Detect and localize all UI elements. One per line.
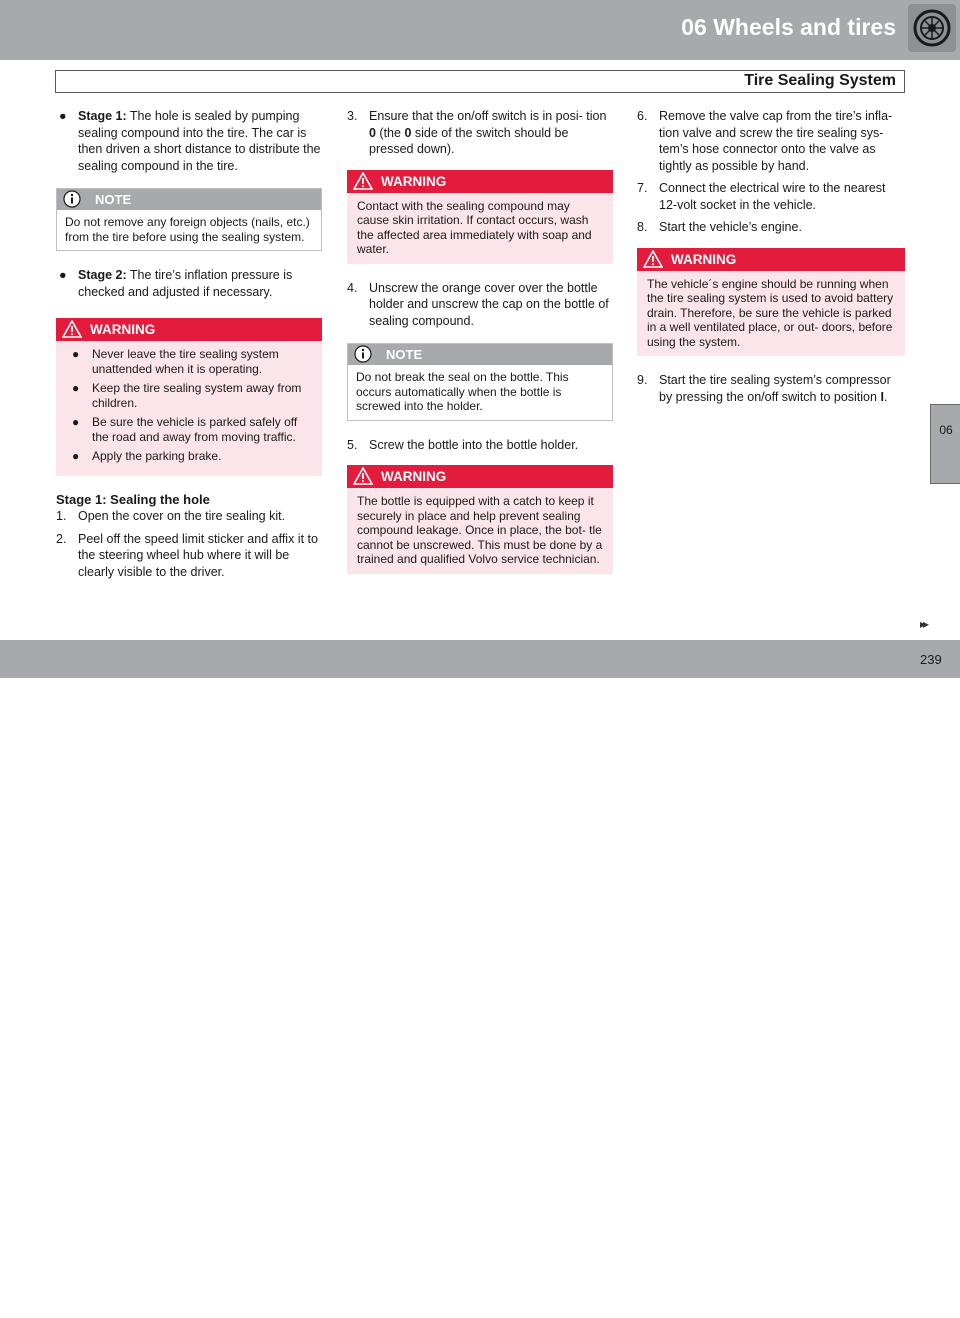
warning-box <box>56 318 322 476</box>
stage2-text: The tire’s inflation pressure is checked and adjusted if necessary. <box>78 268 293 299</box>
list-item: ● Keep the tire sealing system away from children. <box>72 381 302 410</box>
warning-box <box>347 465 613 574</box>
wheel-icon <box>912 8 952 48</box>
chapter-side-tab <box>930 404 960 484</box>
list-item: 9. Start the tire sealing system’s compressor by pressing the on/off switch to position I. <box>637 373 891 404</box>
bullet-icon: ● <box>59 109 67 123</box>
note-title: NOTE <box>386 347 423 362</box>
note-box <box>347 343 613 421</box>
list-item: 5. Screw the bottle into the bottle holder. <box>347 437 579 452</box>
stage1-label: Stage 1: <box>78 109 127 123</box>
list-item: ● Be sure the vehicle is parked safely off the road and away from moving traffic. <box>72 415 298 444</box>
note-title: NOTE <box>95 192 132 207</box>
chapter-title: 06 Wheels and tires <box>681 14 896 40</box>
section-title: Tire Sealing System <box>744 72 896 89</box>
list-item: 1. Open the cover on the tire sealing kit. <box>56 509 286 523</box>
warning-header <box>347 465 613 488</box>
section-bar <box>55 70 905 93</box>
bullet-icon: ● <box>72 347 80 361</box>
warning-body: The bottle is equipped with a catch to keep it securely in place and help prevent sealing compound leakage. Once in place, the bot- tle cannot be unscrewed. This must be done by a trained and qualified Volvo service technician. <box>357 494 603 566</box>
note-header <box>348 344 612 365</box>
header-band <box>0 0 960 60</box>
list-item: 2. Peel off the speed limit sticker and affix it to the steering wheel hub where it will be clearly visible to the driver. <box>56 531 318 579</box>
warning-title: WARNING <box>381 469 447 484</box>
stage1-text: The hole is sealed by pumping sealing compound into the tire. The car is then driven a short distance to distribute the sealing compound in the tire. <box>78 109 321 173</box>
column-1 <box>56 108 322 586</box>
note-body: Do not break the seal on the bottle. This occurs automatically when the bottle is screwed into the holder. <box>356 370 569 413</box>
next-page-arrows-icon: ▸▸ <box>920 617 927 631</box>
bullet-icon: ● <box>72 381 80 395</box>
warning-triangle-icon <box>62 320 82 338</box>
page-number: 239 <box>920 652 942 667</box>
list-item: ● Apply the parking brake. <box>72 449 222 463</box>
stage2-label: Stage 2: <box>78 268 127 282</box>
chapter-icon-box <box>908 4 956 52</box>
column-2 <box>347 108 613 590</box>
note-body: Do not remove any foreign objects (nails, etc.) from the tire before using the sealing system. <box>65 215 310 244</box>
warning-triangle-icon <box>353 467 373 485</box>
warning-title: WARNING <box>90 322 156 337</box>
warning-header <box>637 248 905 271</box>
list-item: 8. Start the vehicle’s engine. <box>637 220 802 234</box>
warning-title: WARNING <box>381 173 447 189</box>
column-3 <box>637 108 905 411</box>
list-item: ● Never leave the tire sealing system unattended when it is operating. <box>72 347 279 376</box>
warning-body <box>56 341 322 476</box>
note-header <box>57 189 321 210</box>
side-tab-label: 06 <box>939 423 953 437</box>
warning-body: Contact with the sealing compound may cause skin irritation. If contact occurs, wash the affected area immediately with soap and water. <box>357 198 592 256</box>
list-item: 7. Connect the electrical wire to the nearest 12-volt socket in the vehicle. <box>637 181 886 212</box>
warning-triangle-icon <box>643 250 663 268</box>
warning-box <box>637 248 905 357</box>
list-item: 4. Unscrew the orange cover over the bottle holder and unscrew the cap on the bottle of sealing compound. <box>347 280 609 328</box>
bullet-icon: ● <box>72 449 80 463</box>
note-box <box>56 188 322 251</box>
list-item <box>56 267 322 300</box>
warning-triangle-icon <box>353 172 373 190</box>
bullet-icon: ● <box>59 268 67 282</box>
warning-body: The vehicle´s engine should be running when the tire sealing system is used to avoid battery drain. Therefore, be sure the vehicle is parked in a well ventilated place, or out- doors, before using the system. <box>647 276 894 349</box>
warning-title: WARNING <box>671 251 737 267</box>
sub-heading: Stage 1: Sealing the hole <box>56 491 210 507</box>
warning-box <box>347 170 613 264</box>
warning-header <box>56 318 322 341</box>
footer-band <box>0 640 960 1318</box>
warning-header <box>347 170 613 193</box>
info-icon <box>63 190 81 208</box>
list-item: 3. Ensure that the on/off switch is in posi- tion 0 (the 0 side of the switch should be pressed down). <box>347 109 607 156</box>
list-item: 6. Remove the valve cap from the tire’s infla- tion valve and screw the tire sealing sys- tem’s hose connector onto the valve as tightly as possible by hand. <box>637 109 893 173</box>
watermark: carmanualsonline.info <box>488 1285 819 1318</box>
list-item <box>56 108 322 174</box>
bullet-icon: ● <box>72 415 80 429</box>
info-icon <box>354 345 372 363</box>
